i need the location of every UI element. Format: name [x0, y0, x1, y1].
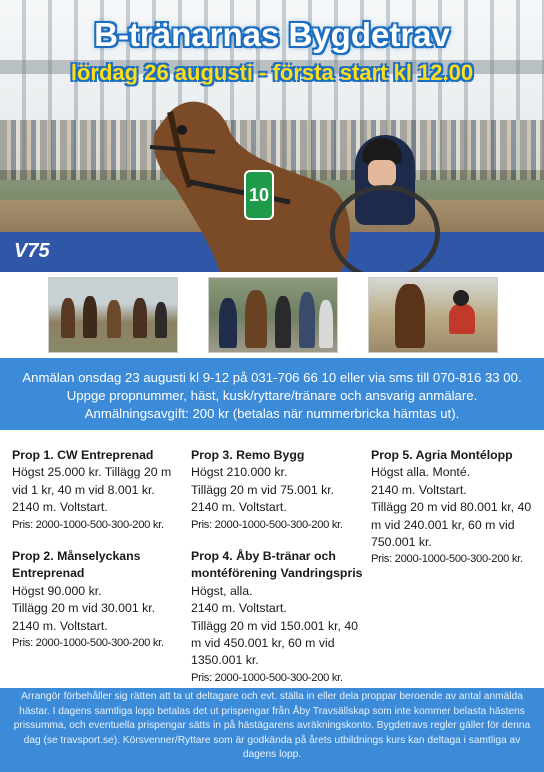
registration-fee-line: Anmälningsavgift: 200 kr (betalas när nummerbricka hämtas ut). [84, 406, 460, 421]
footer-text: Arrangör förbehåller sig rätten att ta ut deltagare och evt. ställa in eller dela proppar beroende av antal anmälda hästar. I dagens samtliga lopp betalas det ut prispengar från Åby Travsällskap som inte kommer belasta hästens prissumma, och eventuella prispengar sätts in på hästägarens avräkningskonto. Bygdetravs regler gäller för denna dag (se travsport.se). Körsvenner/Ryttare som är godkända på årets utbildnings kurs kan deltaga i samtliga av dagens lopp. [13, 691, 531, 761]
prop-1 [12, 447, 184, 534]
prop-line: 2140 m. Voltstart. [371, 482, 467, 497]
hero-photo [0, 0, 544, 272]
prop-title: Prop 2. Månselyckans Entreprenad [12, 549, 141, 581]
prop-title: Prop 4. Åby B-tränar och montéförening Vandringspris [191, 549, 363, 581]
prop-line: 2140 m. Voltstart. [12, 500, 108, 515]
prop-price: Pris: 2000-1000-500-300-200 kr. [371, 553, 523, 566]
prop-line: Högst alla. Monté. [371, 465, 471, 480]
driver-face [368, 160, 396, 186]
prop-line: Högst 90.000 kr. [12, 583, 102, 598]
page-subtitle: lördag 26 augusti - första start kl 12.00 [70, 60, 474, 85]
page-title: B-tränarnas Bygdetrav [94, 16, 450, 53]
prop-price: Pris: 2000-1000-500-300-200 kr. [191, 518, 343, 531]
props-column-2 [191, 447, 363, 701]
race-photo-1 [48, 277, 178, 353]
prop-line: 2140 m. Voltstart. [191, 500, 287, 515]
race-photo-3 [368, 277, 498, 353]
race-photo-2 [208, 277, 338, 353]
prop-line: Högst, alla. [191, 583, 253, 598]
prop-line: Tillägg 20 m vid 80.001 kr, 40 m vid 240.001 kr, 60 m vid 750.001 kr. [371, 500, 532, 550]
sulky-wheel [330, 185, 440, 272]
prop-title: Prop 5. Agria Montélopp [371, 448, 513, 462]
prop-2 [12, 548, 184, 652]
prop-price: Pris: 2000-1000-500-300-200 kr. [12, 518, 164, 531]
race-number-bib: 10 [244, 170, 274, 220]
prop-line: 2140 m. Voltstart. [191, 601, 287, 616]
prop-line: Högst 25.000 kr. Tillägg 20 m vid 1 kr, 40 m vid 8.001 kr. [12, 465, 172, 497]
prop-line: Tillägg 20 m vid 30.001 kr. [12, 601, 156, 616]
rail-sign: V75 [14, 240, 50, 262]
prop-title: Prop 1. CW Entreprenad [12, 448, 154, 462]
prop-line: Tillägg 20 m vid 75.001 kr. [191, 482, 335, 497]
props-column-3 [371, 447, 543, 583]
registration-info-band [0, 358, 544, 430]
props-column-1 [12, 447, 184, 666]
prop-title: Prop 3. Remo Bygg [191, 448, 305, 462]
registration-line: Anmälan onsdag 23 augusti kl 9-12 på 031-706 66 10 eller via sms till 070-816 33 00. [22, 370, 522, 385]
prop-3 [191, 447, 363, 534]
prop-line: Högst 210.000 kr. [191, 465, 288, 480]
prop-line: 2140 m. Voltstart. [12, 618, 108, 633]
prop-5 [371, 447, 543, 569]
prop-price: Pris: 2000-1000-500-300-200 kr. [12, 637, 164, 650]
footer-disclaimer [0, 688, 544, 772]
prop-line: Tillägg 20 m vid 150.001 kr, 40 m vid 450.001 kr, 60 m vid 1350.001 kr. [191, 618, 359, 668]
prop-4 [191, 548, 363, 687]
registration-details-line: Uppge propnummer, häst, kusk/ryttare/tränare och ansvarig anmälare. [66, 388, 478, 403]
prop-price: Pris: 2000-1000-500-300-200 kr. [191, 671, 343, 684]
